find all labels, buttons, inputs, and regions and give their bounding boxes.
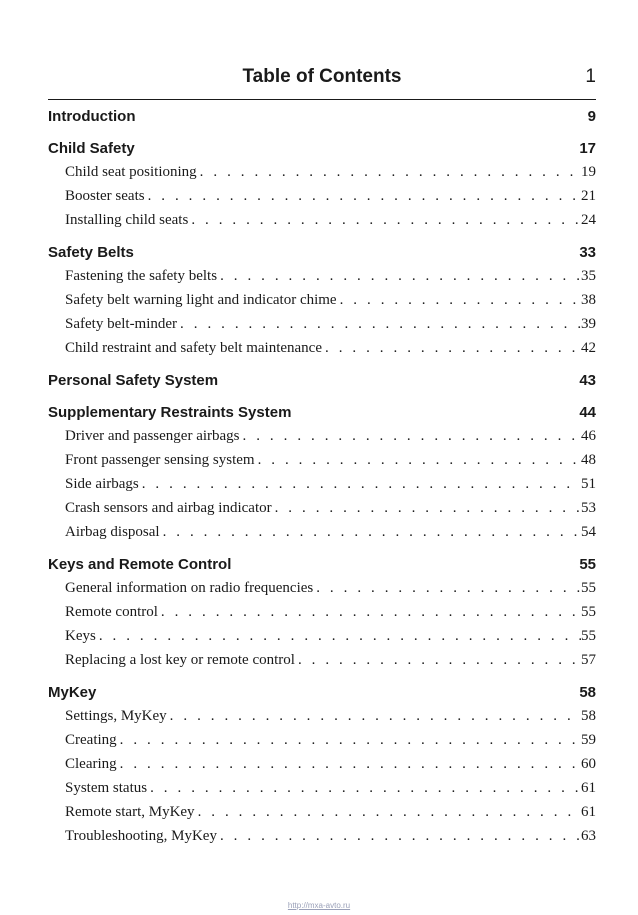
entry-page: 38: [581, 292, 596, 308]
chapter-page: 17: [579, 140, 596, 157]
entry-label: Remote control: [65, 604, 158, 620]
dot-leader: [220, 824, 581, 848]
header-rule: [48, 99, 596, 100]
footer-watermark-link[interactable]: http://mxa-avto.ru: [287, 901, 351, 910]
chapter-title: Keys and Remote Control: [48, 556, 232, 573]
toc-entry[interactable]: [48, 600, 596, 624]
toc-chapter[interactable]: [48, 682, 596, 704]
entry-page: 57: [581, 652, 596, 668]
entry-label: Crash sensors and airbag indicator: [65, 500, 272, 516]
entry-page: 53: [581, 500, 596, 516]
dot-leader: [340, 288, 581, 312]
entry-label: Replacing a lost key or remote control: [65, 652, 295, 668]
dot-leader: [150, 776, 581, 800]
entry-label: Safety belt warning light and indicator chime: [65, 292, 337, 308]
entry-page: 59: [581, 732, 596, 748]
entry-page: 63: [581, 828, 596, 844]
toc-chapter[interactable]: [48, 106, 596, 128]
toc-entry[interactable]: [48, 776, 596, 800]
chapter-title: Child Safety: [48, 140, 135, 157]
toc-entry[interactable]: [48, 264, 596, 288]
chapter-page: 43: [579, 372, 596, 389]
entry-label: Side airbags: [65, 476, 139, 492]
toc-entry[interactable]: [48, 624, 596, 648]
chapter-title: Safety Belts: [48, 244, 134, 261]
entry-label: Driver and passenger airbags: [65, 428, 240, 444]
dot-leader: [220, 264, 581, 288]
toc-chapter[interactable]: [48, 370, 596, 392]
toc-entry[interactable]: [48, 160, 596, 184]
entry-label: Fastening the safety belts: [65, 268, 218, 284]
entry-page: 24: [581, 212, 596, 228]
chapter-page: 33: [579, 244, 596, 261]
dot-leader: [99, 624, 581, 648]
entry-page: 42: [581, 340, 596, 356]
entry-page: 51: [581, 476, 596, 492]
entry-label: Booster seats: [65, 188, 145, 204]
dot-leader: [200, 160, 581, 184]
entry-page: 46: [581, 428, 596, 444]
toc-entry[interactable]: [48, 288, 596, 312]
toc-entry[interactable]: [48, 520, 596, 544]
chapter-page: 58: [579, 684, 596, 701]
toc-entry[interactable]: [48, 424, 596, 448]
entry-label: Remote start, MyKey: [65, 804, 195, 820]
dot-leader: [120, 728, 581, 752]
toc-chapter[interactable]: [48, 402, 596, 424]
toc-entry[interactable]: [48, 208, 596, 232]
entry-label: Installing child seats: [65, 212, 189, 228]
dot-leader: [198, 800, 581, 824]
chapter-title: MyKey: [48, 684, 97, 701]
entry-page: 61: [581, 804, 596, 820]
entry-label: Front passenger sensing system: [65, 452, 255, 468]
dot-leader: [170, 704, 581, 728]
toc-entry[interactable]: [48, 704, 596, 728]
entry-label: Keys: [65, 628, 96, 644]
toc-entry[interactable]: [48, 336, 596, 360]
page-number: 1: [585, 66, 596, 87]
dot-leader: [191, 208, 581, 232]
entry-label: Creating: [65, 732, 117, 748]
entry-label: Airbag disposal: [65, 524, 160, 540]
entry-page: 55: [581, 628, 596, 644]
toc-entry[interactable]: [48, 728, 596, 752]
entry-label: Safety belt-minder: [65, 316, 178, 332]
dot-leader: [120, 752, 581, 776]
dot-leader: [163, 520, 581, 544]
entry-label: System status: [65, 780, 148, 796]
chapter-page: 9: [587, 108, 596, 125]
entry-label: Troubleshooting, MyKey: [65, 828, 217, 844]
entry-page: 19: [581, 164, 596, 180]
toc-entry[interactable]: [48, 800, 596, 824]
entry-page: 55: [581, 604, 596, 620]
dot-leader: [148, 184, 581, 208]
toc-entry[interactable]: [48, 824, 596, 848]
chapter-page: 55: [579, 556, 596, 573]
toc-chapter[interactable]: [48, 242, 596, 264]
entry-page: 60: [581, 756, 596, 772]
toc-chapter[interactable]: [48, 554, 596, 576]
toc-entry[interactable]: [48, 752, 596, 776]
entry-page: 58: [581, 708, 596, 724]
chapter-title: Supplementary Restraints System: [48, 404, 292, 421]
entry-label: Settings, MyKey: [65, 708, 167, 724]
entry-label: Child seat positioning: [65, 164, 197, 180]
entry-label: Child restraint and safety belt maintenance: [65, 340, 322, 356]
entry-label: Clearing: [65, 756, 117, 772]
toc-entry[interactable]: [48, 496, 596, 520]
toc-entry[interactable]: [48, 648, 596, 672]
chapter-title: Introduction: [48, 108, 136, 125]
toc-entry[interactable]: [48, 448, 596, 472]
toc-entry[interactable]: [48, 472, 596, 496]
dot-leader: [180, 312, 581, 336]
table-of-contents: [48, 106, 596, 848]
chapter-title: Personal Safety System: [48, 372, 219, 389]
entry-page: 54: [581, 524, 596, 540]
toc-entry[interactable]: [48, 576, 596, 600]
dot-leader: [325, 336, 581, 360]
dot-leader: [258, 448, 581, 472]
dot-leader: [161, 600, 581, 624]
toc-entry[interactable]: [48, 312, 596, 336]
page-title: Table of Contents: [242, 66, 402, 87]
toc-chapter[interactable]: [48, 138, 596, 160]
toc-entry[interactable]: [48, 184, 596, 208]
page-header: [48, 66, 596, 96]
dot-leader: [275, 496, 581, 520]
entry-page: 35: [581, 268, 596, 284]
dot-leader: [243, 424, 581, 448]
entry-page: 39: [581, 316, 596, 332]
entry-page: 48: [581, 452, 596, 468]
entry-label: General information on radio frequencies: [65, 580, 314, 596]
chapter-page: 44: [579, 404, 596, 421]
dot-leader: [316, 576, 581, 600]
entry-page: 61: [581, 780, 596, 796]
dot-leader: [142, 472, 581, 496]
entry-page: 21: [581, 188, 596, 204]
entry-page: 55: [581, 580, 596, 596]
dot-leader: [298, 648, 581, 672]
